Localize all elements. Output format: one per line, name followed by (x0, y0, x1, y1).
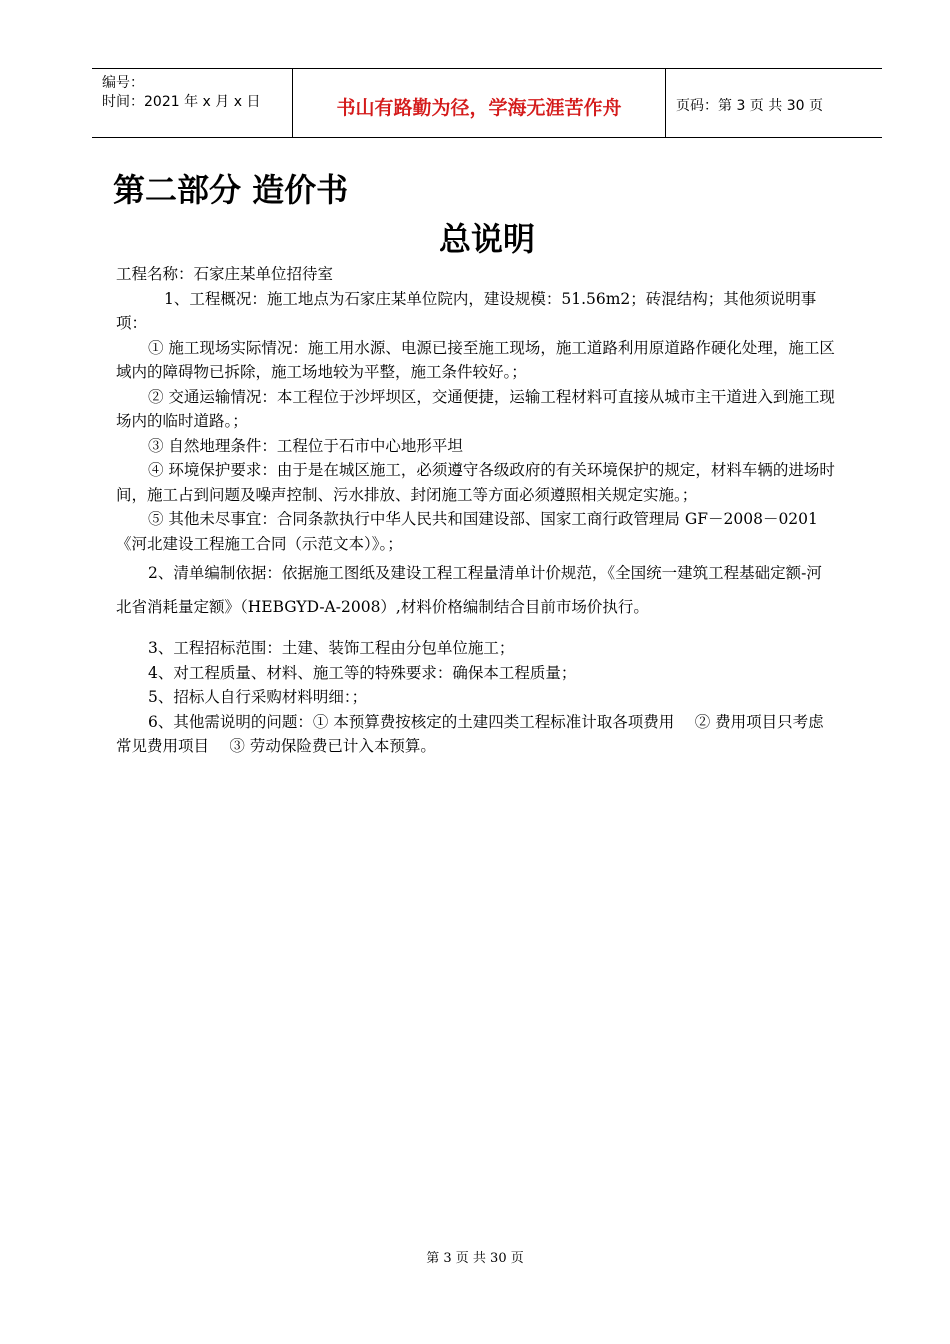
main-title: 总说明 (438, 220, 535, 258)
item-other-issues: 6、其他需说明的问题：① 本预算费按核定的土建四类工程标准计取各项费用 ② 费用项目只考虑常见费用项目 ③ 劳动保险费已计入本预算。 (116, 712, 824, 755)
item-overview: 1、工程概况：施工地点为石家庄某单位院内，建设规模：51.56m2；砖混结构；其他须说明事项： (116, 289, 817, 332)
sub-geography: ③ 自然地理条件：工程位于石市中心地形平坦 (148, 436, 463, 455)
sub-site-conditions: ① 施工现场实际情况：施工用水源、电源已接至施工现场，施工道路利用原道路作硬化处理，施工区域内的障碍物已拆除，施工场地较为平整，施工条件较好。； (116, 338, 835, 381)
page-footer: 第 3 页 共 30 页 (426, 1251, 524, 1266)
item-quality: 4、对工程质量、材料、施工等的特殊要求：确保本工程质量； (148, 663, 577, 682)
page-header (92, 68, 882, 138)
time-label: 时间：2021 年 x 月 x 日 (102, 94, 261, 110)
header-page-cell (666, 69, 882, 137)
item-basis: 2、清单编制依据：依据施工图纸及建设工程工程量清单计价规范，《全国统一建筑工程基础定额-河北省消耗量定额》（HEBGYD-A-2008）,材料价格编制结合目前市场价执行。 (116, 564, 822, 616)
project-name: 工程名称：石家庄某单位招待室 (116, 265, 334, 283)
header-motto-cell (293, 69, 666, 137)
sub-other-matters: ⑤ 其他未尽事宜：合同条款执行中华人民共和国建设部、国家工商行政管理局 GF－2008－0201《河北建设工程施工合同（示范文本）》。； (116, 510, 818, 553)
header-meta-cell (92, 69, 293, 137)
number-label: 编号： (102, 75, 144, 91)
sub-transport: ② 交通运输情况：本工程位于沙坪坝区，交通便捷，运输工程材料可直接从城市主干道进入到施工现场内的临时道路。； (116, 387, 835, 430)
part-title: 第二部分 造价书 (113, 171, 349, 209)
sub-environment: ④ 环境保护要求：由于是在城区施工，必须遵守各级政府的有关环境保护的规定，材料车辆的进场时间，施工占到问题及噪声控制、污水排放、封闭施工等方面必须遵照相关规定实施。； (116, 461, 835, 504)
document-body (116, 262, 836, 759)
motto-text: 书山有路勤为径，学海无涯苦作舟 (336, 97, 622, 119)
item-scope: 3、工程招标范围：土建、装饰工程由分包单位施工； (148, 639, 515, 657)
page-code: 页码：第 3 页 共 30 页 (676, 98, 823, 114)
item-materials: 5、招标人自行采购材料明细：； (148, 688, 368, 706)
